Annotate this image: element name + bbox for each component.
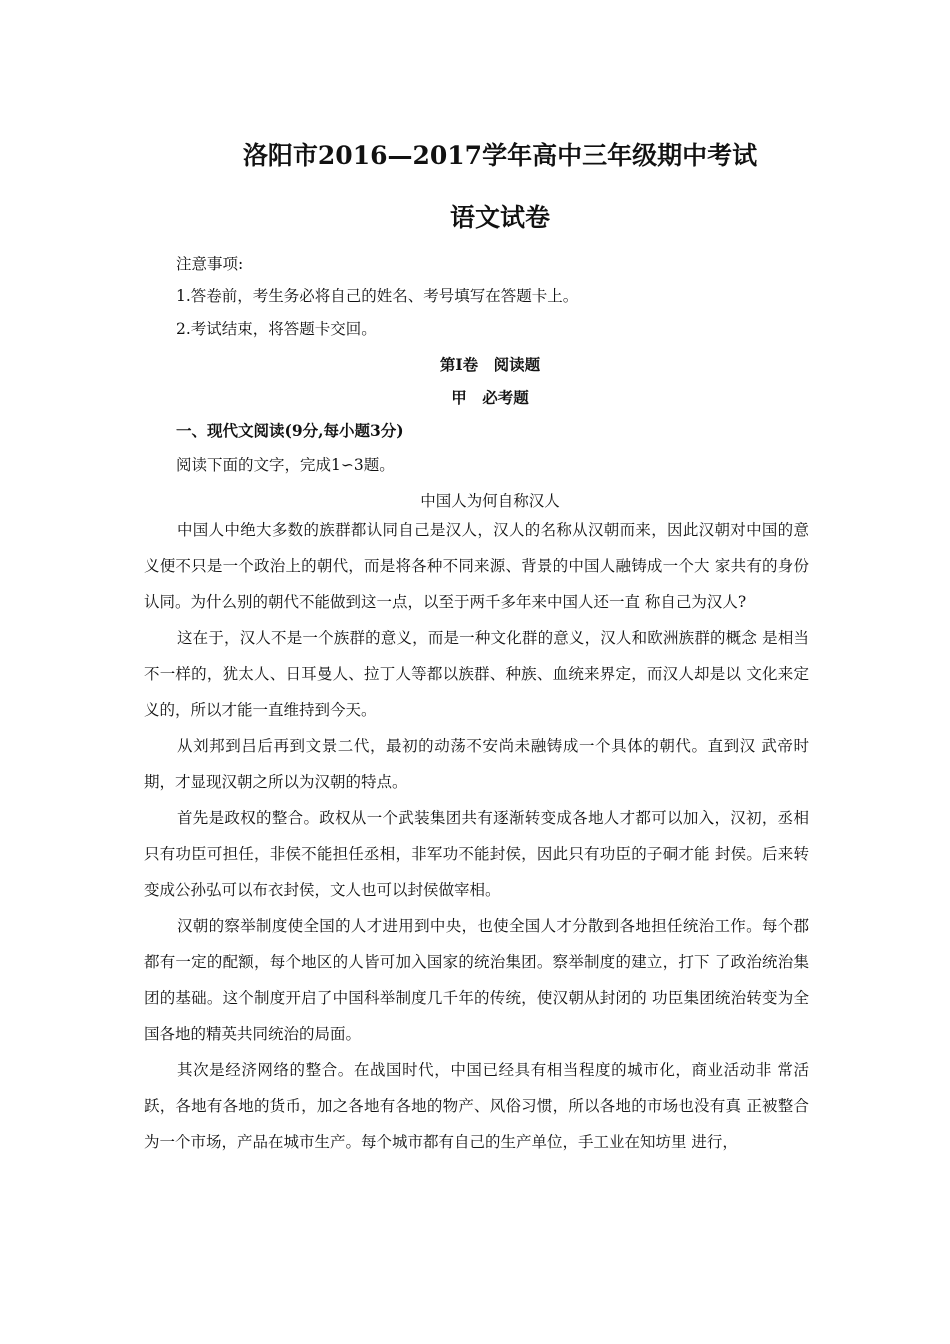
part-title: 第Ⅰ卷 阅读题 [439,355,541,374]
paragraph: 这在于，汉人不是一个族群的意义，而是一种文化群的意义，汉人和欧洲族群的概念 是相当不一样的，犹太人、日耳曼人、拉丁人等都以族群、种族、血统来界定，而汉人却是以 文化来定义的，所以才能一直维持到今天。 [144,629,809,719]
notes-item-2: 2.考试结束，将答题卡交回。 [176,320,377,338]
article-title: 中国人为何自称汉人 [420,492,560,510]
notes-heading: 注意事项: [176,255,244,273]
exam-title: 洛阳市2016—2017学年高中三年级期中考试 [242,141,758,170]
section-heading: 一、现代文阅读(9分,每小题3分) [176,421,404,440]
notes-item-1: 1.答卷前，考生务必将自己的姓名、考号填写在答题卡上。 [176,287,579,305]
paragraph: 其次是经济网络的整合。在战国时代，中国已经具有相当程度的城市化，商业活动非 常活跃，各地有各地的货币，加之各地有各地的物产、风俗习惯，所以各地的市场也没有真 正被整合为一个市场，产品在城市生产。每个城市都有自己的生产单位，手工业在知坊里 进行， [144,1061,809,1151]
paragraph: 首先是政权的整合。政权从一个武装集团共有逐渐转变成各地人才都可以加入，汉初，丞相只有功臣可担任，非侯不能担任丞相，非军功不能封侯，因此只有功臣的子硐才能 封侯。后来转变成公孙弘可以布衣封侯，文人也可以封侯做宰相。 [144,809,809,899]
section-instruction: 阅读下面的文字，完成1∽3题。 [176,456,395,474]
article-body [144,512,809,1160]
part-subtitle: 甲 必考题 [451,388,529,407]
paragraph: 汉朝的察举制度使全国的人才进用到中央，也使全国人才分散到各地担任统治工作。每个郡都有一定的配额，每个地区的人皆可加入国家的统治集团。察举制度的建立，打下 了政治统治集团的基础。这个制度开启了中国科举制度几千年的传统，使汉朝从封闭的 功臣集团统治转变为全国各地的精英共同统治的局面。 [144,917,809,1043]
paragraph: 从刘邦到吕后再到文景二代，最初的动荡不安尚未融铸成一个具体的朝代。直到汉 武帝时期，才显现汉朝之所以为汉朝的特点。 [144,737,809,791]
exam-subtitle: 语文试卷 [449,203,550,232]
paragraph: 中国人中绝大多数的族群都认同自己是汉人，汉人的名称从汉朝而来，因此汉朝对中国的意义便不只是一个政治上的朝代，而是将各种不同来源、背景的中国人融铸成一个大 家共有的身份认同。为什么别的朝代不能做到这一点，以至于两千多年来中国人还一直 称自己为汉人? [144,521,809,611]
